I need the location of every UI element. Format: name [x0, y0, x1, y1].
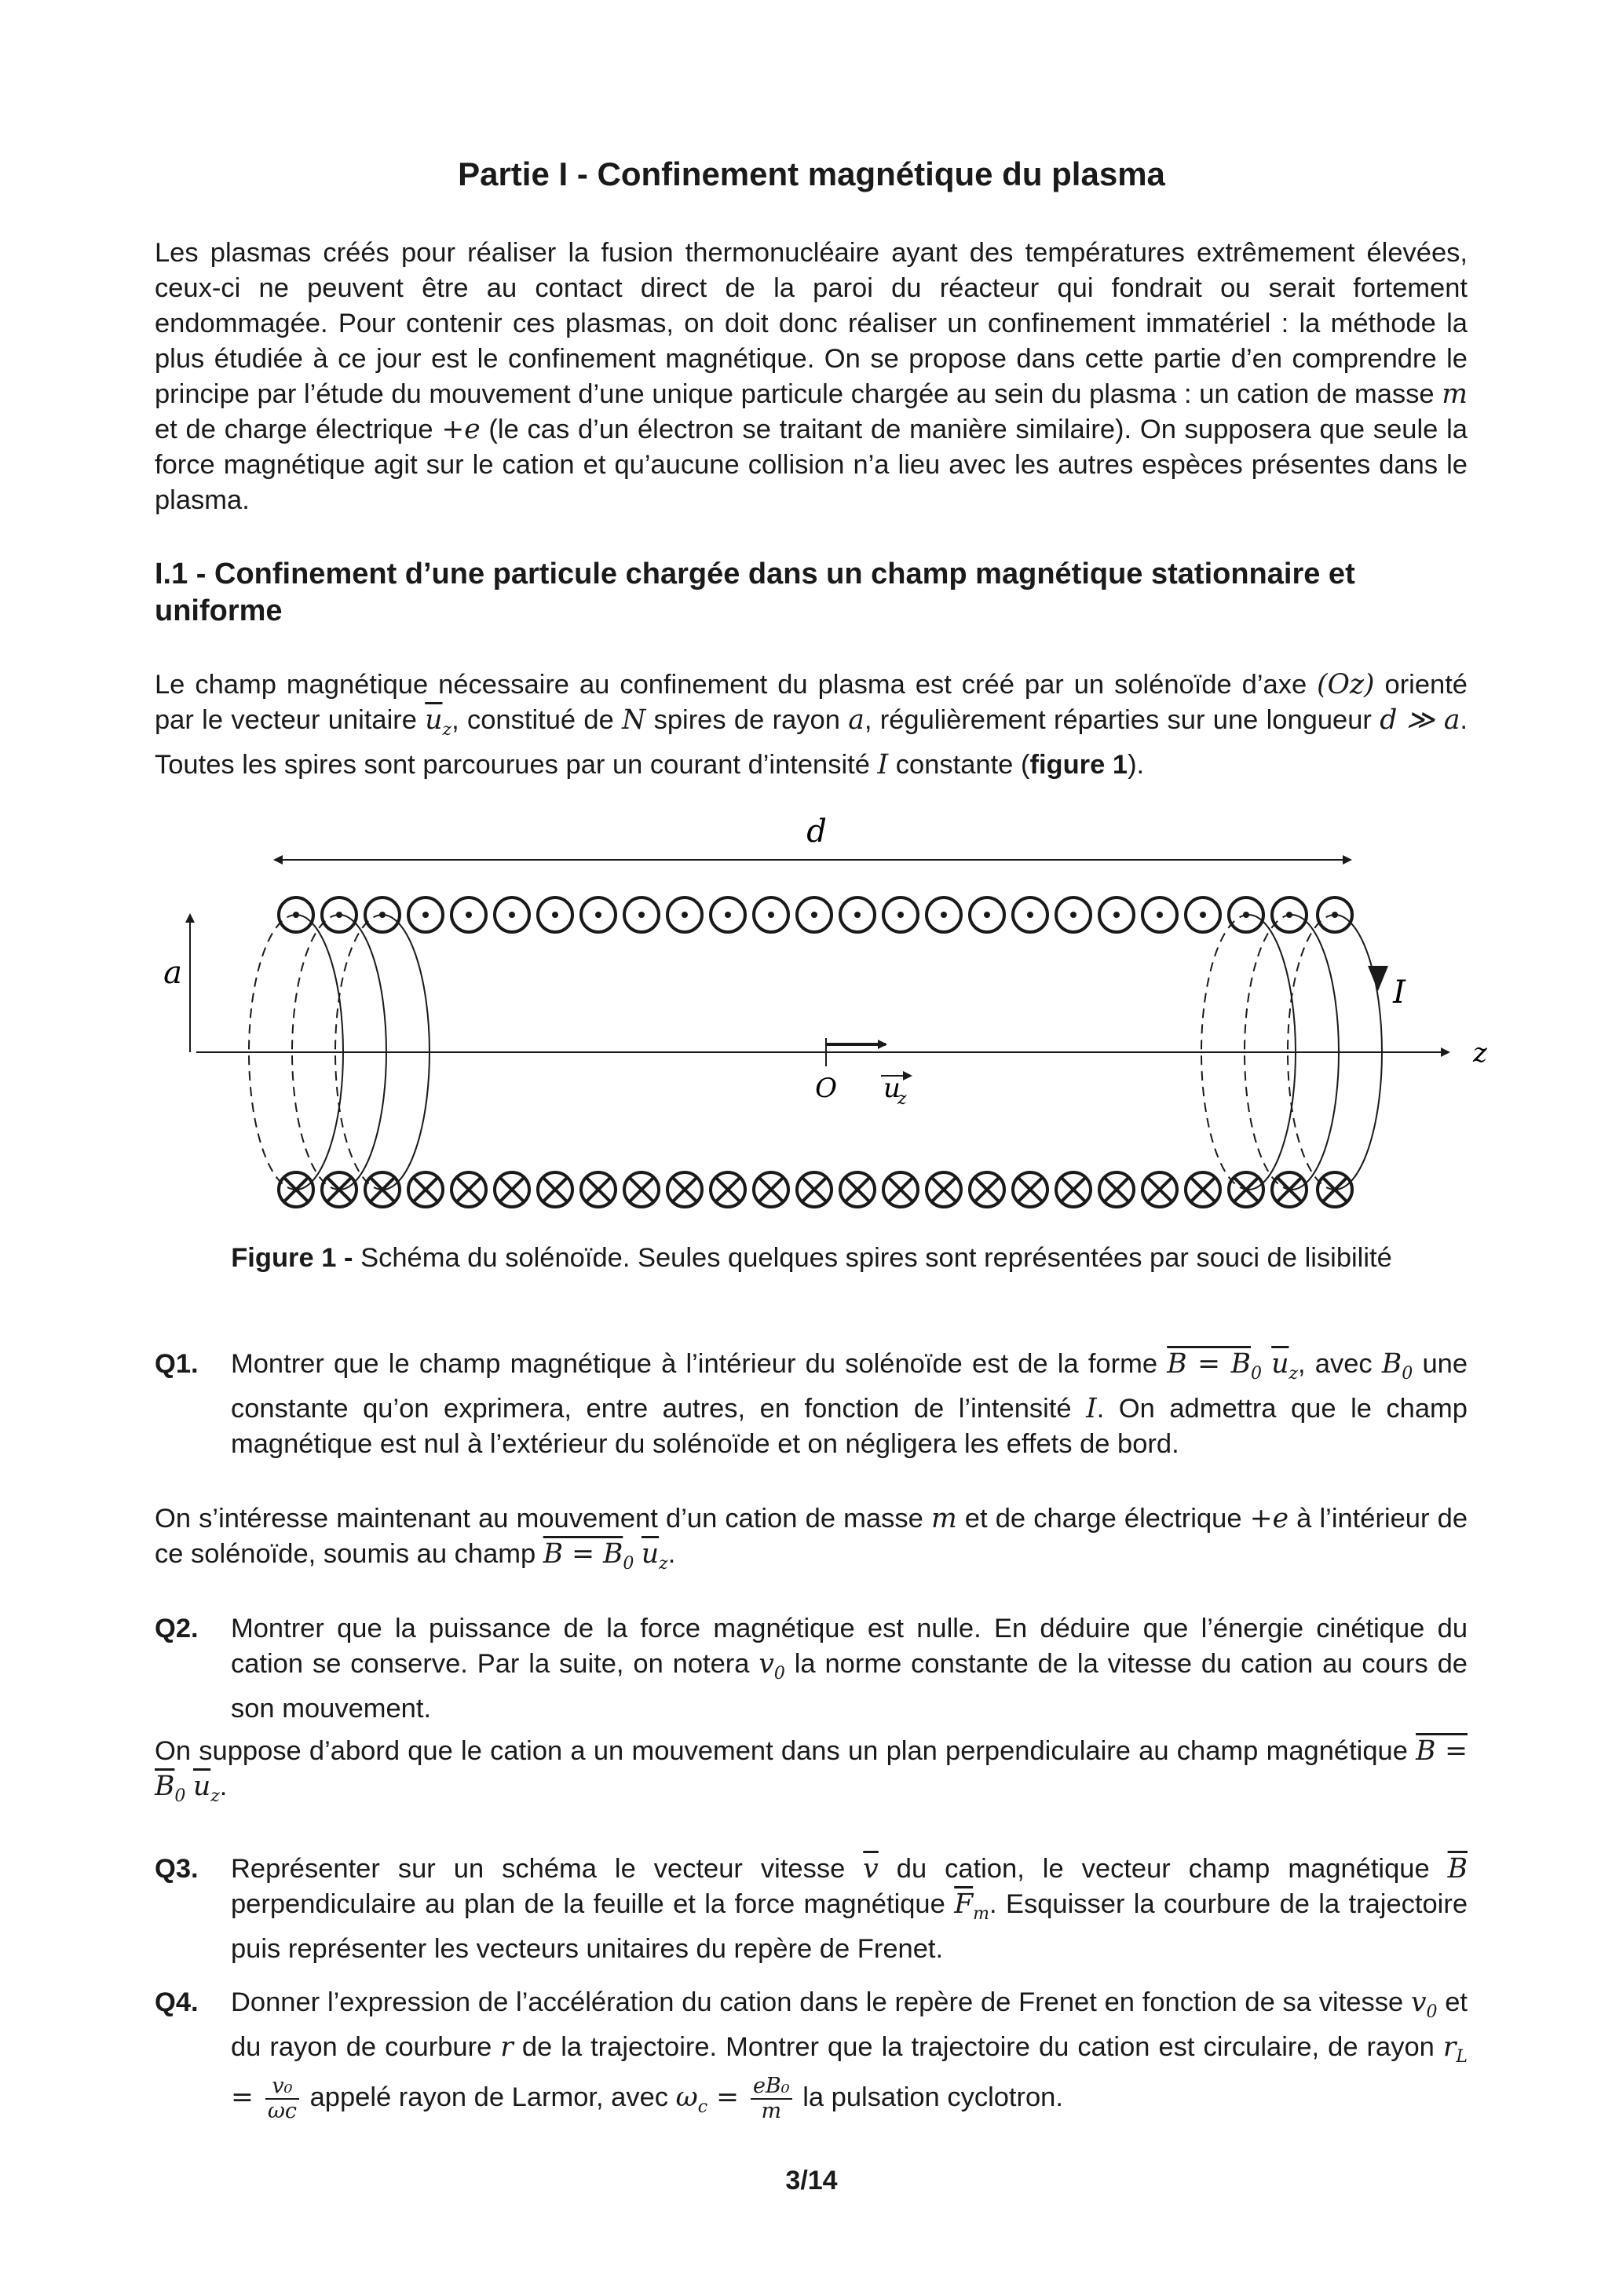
- question-text: Donner l’expression de l’accélération du cation dans le repère de Frenet en fonction de sa vitesse $v_0$ et du rayon de courbure r de la trajectoire. Montrer que la trajectoire du cation est circulaire, de rayon $r_L$ = $\frac{\text{v₀}}{\omega c}$ appelé rayon de Larmor, avec $\omega_c$ = $\frac{\text{eB₀}}{m}$ la pulsation cyclotron.: [231, 1987, 1468, 2123]
- wire-in: [1142, 1172, 1177, 1207]
- intro-paragraph: Les plasmas créés pour réaliser la fusion thermonucléaire ayant des températures extrêmement élevées, ceux-ci ne peuvent être au contact direct de la paroi du réacteur qui fondrait ou serait fortement endommagée. Pour contenir ces plasmas, on doit donc réaliser un confinement immatériel : la méthode la plus étudiée à ce jour est le confinement magnétique. On se propose dans cette partie d’en comprendre le principe par l’étude du mouvement d’une unique particule chargée au sein du plasma : un cation de masse m et de charge électrique +e (le cas d’un électron se traitant de manière similaire). On supposera que seule la force magnétique agit sur le cation et qu’aucune collision n’a lieu avec les autres espèces présentes dans le plasma.: [155, 238, 1468, 515]
- wire-out: [495, 898, 529, 932]
- current-direction-arrow: [1368, 966, 1388, 991]
- wire-out: [883, 898, 918, 932]
- wire-in: [754, 1172, 788, 1207]
- wire-out: [970, 898, 1004, 932]
- wire-in: [970, 1172, 1004, 1207]
- wire-out: [927, 898, 961, 932]
- label-z: z: [1473, 1037, 1487, 1069]
- page-number: 3/14: [785, 2166, 838, 2195]
- wire-out: [581, 898, 616, 932]
- fraction-larmor: $\frac{\text{v₀}}{\omega c}$: [265, 2075, 299, 2123]
- wire-out: [408, 898, 443, 932]
- question-text: Représenter sur un schéma le vecteur vitesse $\overline{v}$ du cation, le vecteur champ magnétique $\overline{B}$ perpendiculaire au plan de la feuille et la force magnétique $\overline{F}_m$. Esquisser la courbure de la trajectoire puis représenter les vecteurs unitaires du repère de Frenet.: [231, 1853, 1468, 1964]
- wire-out: [711, 898, 745, 932]
- wire-out: [538, 898, 572, 932]
- wire-out: [754, 898, 788, 932]
- page-title: Partie I - Confinement magnétique du plasma: [458, 155, 1165, 192]
- wire-out: [451, 898, 486, 932]
- wire-in: [667, 1172, 702, 1207]
- wire-out: [667, 898, 702, 932]
- wire-in: [408, 1172, 443, 1207]
- wire-out: [1056, 898, 1091, 932]
- wire-in: [1186, 1172, 1220, 1207]
- wire-in: [1099, 1172, 1134, 1207]
- wire-out: [797, 898, 832, 932]
- wire-in: [495, 1172, 529, 1207]
- wire-in: [581, 1172, 616, 1207]
- question-label: Q4.: [155, 1987, 199, 2017]
- fraction-cyclotron: $\frac{\text{eB₀}}{m}$: [751, 2075, 792, 2123]
- wire-in: [1013, 1172, 1047, 1207]
- wires-in-row: [279, 1172, 1352, 1207]
- perpendicular-paragraph: On suppose d’abord que le cation a un mouvement dans un plan perpendiculaire au champ magnétique $B = B_0$ $\overline{u}_z$.: [155, 1735, 1468, 1806]
- wire-in: [883, 1172, 918, 1207]
- label-a: a: [163, 955, 182, 991]
- question-label: Q2.: [155, 1614, 199, 1643]
- label-d: d: [806, 813, 827, 850]
- figure-caption: Figure 1 - Schéma du solénoïde. Seules quelques spires sont représentées par souci de lisibilité: [231, 1243, 1392, 1273]
- question-label: Q1.: [155, 1349, 199, 1379]
- label-current: I: [1393, 974, 1406, 1011]
- label-origin: O: [815, 1073, 837, 1104]
- wire-in: [538, 1172, 572, 1207]
- wire-in: [927, 1172, 961, 1207]
- wires-out-row: [279, 898, 1352, 932]
- wire-out: [840, 898, 875, 932]
- svg-text:u: u: [883, 1073, 901, 1104]
- motion-paragraph: On s’intéresse maintenant au mouvement d’un cation de masse m et de charge électrique +e à l’intérieur de ce solénoïde, soumis au champ $B = B_0$ $\overline{u}_z$.: [155, 1503, 1468, 1574]
- label-uz: [881, 1073, 911, 1109]
- wire-in: [451, 1172, 486, 1207]
- wire-out: [1142, 898, 1177, 932]
- wire-in: [624, 1172, 659, 1207]
- wire-in: [1056, 1172, 1091, 1207]
- question-text: Montrer que le champ magnétique à l’intérieur du solénoïde est de la forme $B = B_0$ $\overline{u}_z$, avec $B_0$ une constante qu’on exprimera, entre autres, en fonction de l’intensité I. On admettra que le champ magnétique est nul à l’extérieur du solénoïde et on négligera les effets de bord.: [231, 1348, 1468, 1459]
- question-label: Q3.: [155, 1854, 199, 1884]
- wire-in: [840, 1172, 875, 1207]
- wire-out: [624, 898, 659, 932]
- section-title: I.1 - Confinement d’une particule chargée dans un champ magnétique stationnaire et uniforme: [155, 558, 1355, 627]
- question-text: Montrer que la puissance de la force magnétique est nulle. En déduire que l’énergie cinétique du cation se conserve. Par la suite, on notera $v_0$ la norme constante de la vitesse du cation au cours de son mouvement.: [231, 1614, 1468, 1724]
- wire-out: [1099, 898, 1134, 932]
- wire-out: [1186, 898, 1220, 932]
- wire-in: [711, 1172, 745, 1207]
- wire-in: [797, 1172, 832, 1207]
- wire-out: [1013, 898, 1047, 932]
- solenoid-paragraph: Le champ magnétique nécessaire au confinement du plasma est créé par un solénoïde d’axe (Oz) orienté par le vecteur unitaire $\overline{u}_z$, constitué de N spires de rayon a, régulièrement réparties sur une longueur d ≫ a. Toutes les spires sont parcourues par un courant d’intensité I constante (figure 1).: [155, 669, 1468, 781]
- svg-text:z: z: [897, 1089, 907, 1109]
